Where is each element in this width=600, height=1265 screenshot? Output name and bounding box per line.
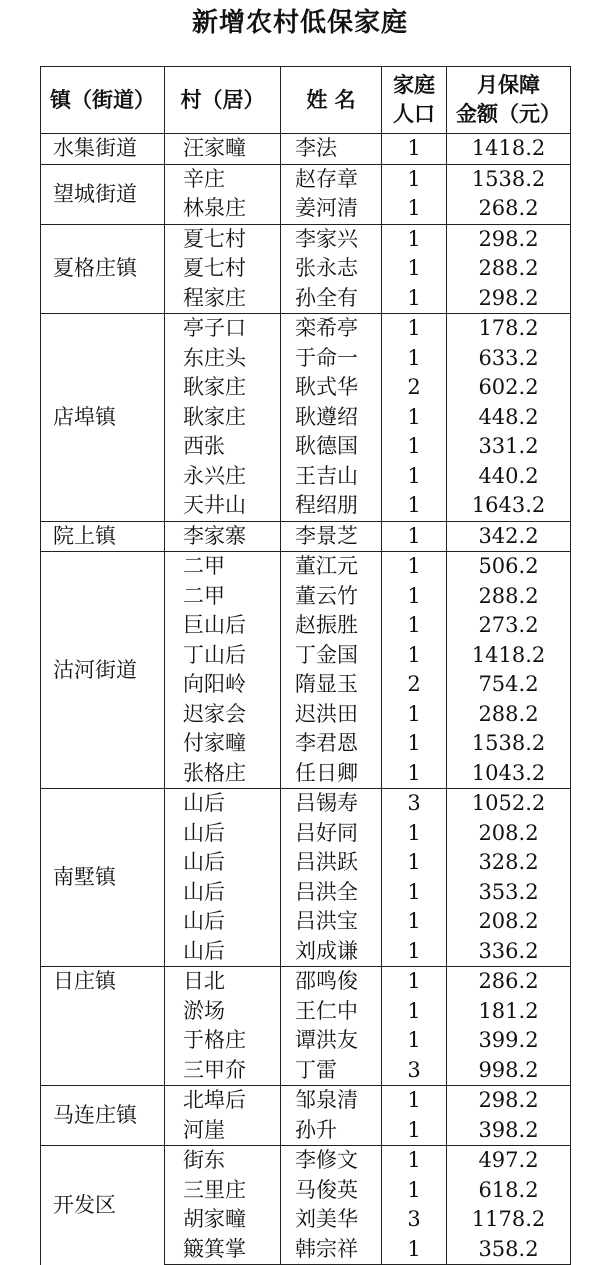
table-row	[41, 164, 571, 194]
cell-name: 耿德国	[281, 432, 382, 462]
page-title: 新增农村低保家庭	[191, 8, 408, 38]
cell-village: 街东	[165, 1146, 281, 1176]
cell-population: 1	[382, 1116, 447, 1146]
cell-population: 1	[382, 937, 447, 967]
cell-name: 吕洪宝	[281, 907, 382, 937]
cell-name: 程绍朋	[281, 491, 382, 521]
cell-town: 南墅镇	[41, 789, 165, 967]
cell-village: 日北	[165, 967, 281, 997]
cell-village: 山后	[165, 878, 281, 908]
cell-village: 辛庄	[165, 164, 281, 194]
cell-village: 夏七村	[165, 254, 281, 284]
cell-name: 李君恩	[281, 729, 382, 759]
cell-name: 李景芝	[281, 521, 382, 552]
cell-town: 院上镇	[41, 521, 165, 552]
cell-name: 张永志	[281, 254, 382, 284]
cell-amount: 1418.2	[447, 134, 571, 165]
cell-amount: 208.2	[447, 907, 571, 937]
cell-amount: 497.2	[447, 1146, 571, 1176]
cell-village: 山后	[165, 789, 281, 819]
cell-town: 沽河街道	[41, 552, 165, 789]
cell-population: 1	[382, 729, 447, 759]
allowance-table	[40, 66, 571, 1265]
cell-village: 丁山后	[165, 641, 281, 671]
cell-town: 水集街道	[41, 134, 165, 165]
header-population-line1: 家庭	[393, 73, 435, 97]
cell-population: 1	[382, 552, 447, 582]
cell-village: 永兴庄	[165, 462, 281, 492]
cell-village: 胡家疃	[165, 1205, 281, 1235]
cell-name: 马俊英	[281, 1176, 382, 1206]
cell-population: 1	[382, 284, 447, 314]
cell-population: 1	[382, 700, 447, 730]
cell-amount: 398.2	[447, 1116, 571, 1146]
cell-amount: 754.2	[447, 670, 571, 700]
header-town: 镇（街道）	[41, 67, 165, 134]
cell-amount: 178.2	[447, 314, 571, 344]
cell-amount: 268.2	[447, 194, 571, 224]
cell-amount: 1643.2	[447, 491, 571, 521]
cell-amount: 181.2	[447, 997, 571, 1027]
cell-village: 耿家庄	[165, 403, 281, 433]
cell-town: 日庄镇	[41, 967, 165, 1086]
cell-name: 姜河清	[281, 194, 382, 224]
cell-name: 吕锡寿	[281, 789, 382, 819]
header-amount	[447, 67, 571, 134]
cell-name: 吕洪跃	[281, 848, 382, 878]
cell-amount: 298.2	[447, 284, 571, 314]
cell-population: 1	[382, 314, 447, 344]
cell-population: 1	[382, 641, 447, 671]
cell-name: 王仁中	[281, 997, 382, 1027]
cell-name: 任日卿	[281, 759, 382, 789]
cell-name: 吕洪全	[281, 878, 382, 908]
table-row	[41, 314, 571, 344]
cell-name: 耿遵绍	[281, 403, 382, 433]
cell-population: 1	[382, 582, 447, 612]
cell-amount: 1538.2	[447, 164, 571, 194]
cell-amount: 618.2	[447, 1176, 571, 1206]
cell-village: 二甲	[165, 552, 281, 582]
cell-population: 1	[382, 819, 447, 849]
cell-name: 赵存章	[281, 164, 382, 194]
cell-amount: 273.2	[447, 611, 571, 641]
header-amount-line2: 金额（元）	[456, 102, 561, 126]
cell-village: 夏七村	[165, 224, 281, 254]
cell-name: 韩宗祥	[281, 1235, 382, 1265]
table-row	[41, 1146, 571, 1176]
header-name: 姓 名	[281, 67, 382, 134]
cell-village: 林泉庄	[165, 194, 281, 224]
cell-name: 刘成谦	[281, 937, 382, 967]
cell-population: 1	[382, 194, 447, 224]
cell-name: 吕好同	[281, 819, 382, 849]
cell-amount: 440.2	[447, 462, 571, 492]
cell-town: 店埠镇	[41, 314, 165, 522]
cell-amount: 1052.2	[447, 789, 571, 819]
cell-amount: 1538.2	[447, 729, 571, 759]
cell-village: 河崖	[165, 1116, 281, 1146]
cell-village: 三甲夼	[165, 1056, 281, 1086]
cell-amount: 353.2	[447, 878, 571, 908]
cell-village: 迟家会	[165, 700, 281, 730]
cell-village: 李家寨	[165, 521, 281, 552]
cell-name: 隋显玉	[281, 670, 382, 700]
cell-amount: 298.2	[447, 224, 571, 254]
cell-village: 耿家庄	[165, 373, 281, 403]
cell-amount: 208.2	[447, 819, 571, 849]
table-row	[41, 224, 571, 254]
cell-population: 1	[382, 1235, 447, 1265]
cell-amount: 328.2	[447, 848, 571, 878]
cell-name: 于命一	[281, 344, 382, 374]
cell-village: 张格庄	[165, 759, 281, 789]
cell-amount: 288.2	[447, 254, 571, 284]
cell-village: 山后	[165, 907, 281, 937]
cell-population: 1	[382, 878, 447, 908]
cell-village: 东庄头	[165, 344, 281, 374]
cell-name: 栾希亭	[281, 314, 382, 344]
header-population-line2: 人口	[393, 102, 435, 126]
cell-amount: 448.2	[447, 403, 571, 433]
cell-population: 1	[382, 521, 447, 552]
cell-amount: 298.2	[447, 1086, 571, 1116]
cell-name: 董江元	[281, 552, 382, 582]
cell-population: 1	[382, 1146, 447, 1176]
cell-village: 山后	[165, 819, 281, 849]
cell-name: 王吉山	[281, 462, 382, 492]
cell-population: 3	[382, 1056, 447, 1086]
cell-name: 李法	[281, 134, 382, 165]
cell-name: 刘美华	[281, 1205, 382, 1235]
cell-amount: 358.2	[447, 1235, 571, 1265]
cell-amount: 1178.2	[447, 1205, 571, 1235]
cell-population: 1	[382, 967, 447, 997]
cell-village: 巨山后	[165, 611, 281, 641]
cell-population: 1	[382, 1026, 447, 1056]
table-body	[41, 134, 571, 1265]
cell-amount: 288.2	[447, 700, 571, 730]
cell-population: 3	[382, 789, 447, 819]
cell-village: 汪家疃	[165, 134, 281, 165]
cell-amount: 1043.2	[447, 759, 571, 789]
table-row	[41, 967, 571, 997]
cell-village: 簸箕掌	[165, 1235, 281, 1265]
cell-village: 北埠后	[165, 1086, 281, 1116]
cell-village: 付家疃	[165, 729, 281, 759]
header-village: 村（居）	[165, 67, 281, 134]
cell-town: 马连庄镇	[41, 1086, 165, 1146]
cell-population: 2	[382, 373, 447, 403]
cell-amount: 331.2	[447, 432, 571, 462]
cell-population: 1	[382, 997, 447, 1027]
cell-population: 1	[382, 759, 447, 789]
cell-village: 山后	[165, 848, 281, 878]
cell-name: 耿式华	[281, 373, 382, 403]
table-header	[41, 67, 571, 134]
cell-amount: 336.2	[447, 937, 571, 967]
cell-name: 李家兴	[281, 224, 382, 254]
cell-village: 于格庄	[165, 1026, 281, 1056]
cell-population: 1	[382, 344, 447, 374]
cell-population: 1	[382, 134, 447, 165]
cell-amount: 288.2	[447, 582, 571, 612]
cell-town: 开发区	[41, 1146, 165, 1265]
cell-name: 迟洪田	[281, 700, 382, 730]
table-row	[41, 134, 571, 165]
header-amount-line1: 月保障	[477, 73, 540, 97]
cell-population: 2	[382, 670, 447, 700]
cell-population: 1	[382, 254, 447, 284]
cell-population: 1	[382, 1086, 447, 1116]
cell-population: 3	[382, 1205, 447, 1235]
cell-amount: 602.2	[447, 373, 571, 403]
cell-village: 二甲	[165, 582, 281, 612]
cell-name: 丁金国	[281, 641, 382, 671]
cell-population: 1	[382, 907, 447, 937]
cell-village: 三里庄	[165, 1176, 281, 1206]
cell-town: 夏格庄镇	[41, 224, 165, 314]
cell-amount: 998.2	[447, 1056, 571, 1086]
cell-amount: 286.2	[447, 967, 571, 997]
cell-village: 西张	[165, 432, 281, 462]
table-row	[41, 789, 571, 819]
cell-name: 孙升	[281, 1116, 382, 1146]
cell-town: 望城街道	[41, 164, 165, 224]
cell-village: 天井山	[165, 491, 281, 521]
cell-amount: 399.2	[447, 1026, 571, 1056]
cell-population: 1	[382, 611, 447, 641]
cell-village: 亭子口	[165, 314, 281, 344]
cell-village: 程家庄	[165, 284, 281, 314]
cell-population: 1	[382, 432, 447, 462]
cell-name: 李修文	[281, 1146, 382, 1176]
cell-population: 1	[382, 848, 447, 878]
table-row	[41, 1086, 571, 1116]
cell-name: 邹泉清	[281, 1086, 382, 1116]
cell-population: 1	[382, 164, 447, 194]
cell-name: 邵鸣俊	[281, 967, 382, 997]
cell-amount: 506.2	[447, 552, 571, 582]
cell-population: 1	[382, 491, 447, 521]
cell-population: 1	[382, 403, 447, 433]
cell-amount: 1418.2	[447, 641, 571, 671]
cell-name: 谭洪友	[281, 1026, 382, 1056]
cell-name: 董云竹	[281, 582, 382, 612]
cell-name: 丁雷	[281, 1056, 382, 1086]
table-row	[41, 552, 571, 582]
cell-population: 1	[382, 1176, 447, 1206]
cell-name: 赵振胜	[281, 611, 382, 641]
cell-population: 1	[382, 462, 447, 492]
cell-amount: 342.2	[447, 521, 571, 552]
cell-amount: 633.2	[447, 344, 571, 374]
cell-village: 向阳岭	[165, 670, 281, 700]
cell-population: 1	[382, 224, 447, 254]
table-row	[41, 521, 571, 552]
cell-village: 山后	[165, 937, 281, 967]
cell-name: 孙全有	[281, 284, 382, 314]
cell-village: 淤场	[165, 997, 281, 1027]
header-population	[382, 67, 447, 134]
